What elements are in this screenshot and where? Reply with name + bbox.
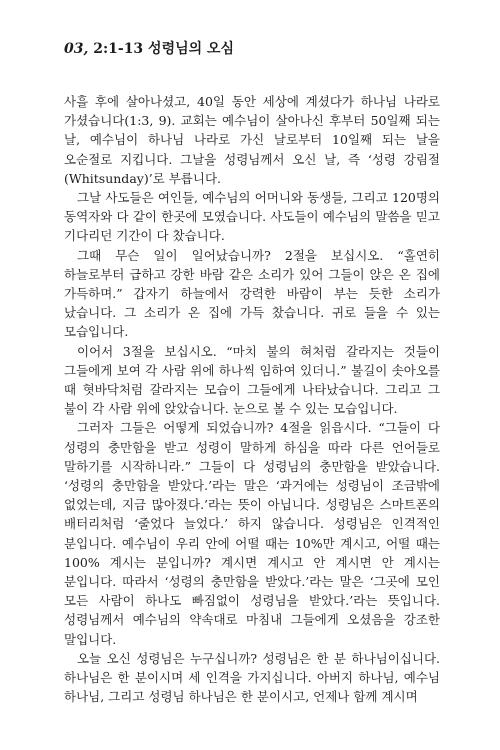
paragraph: 사흘 후에 살아나셨고, 40일 동안 세상에 계셨다가 하나님 나라로 가셨습니다(1:3, 9). 교회는 예수님이 살아나신 후부터 50일째 되는 날, 예수님이 하나님 나라로 가신 날로부터 10일째 되는 날을 오순절로 지킵니다. 그날을 성령님께서 오신 날, 즉 ‘성령 강림절(Whitsunday)’로 부릅니다. <box>64 94 440 186</box>
paragraph: 그날 사도들은 여인들, 예수님의 어머니와 동생들, 그리고 120명의 동역자와 다 같이 한곳에 모였습니다. 사도들이 예수님의 말씀을 믿고 기다리던 기간이 다 찼습니다. <box>64 190 440 244</box>
section-title: 2:1-13 성령님의 오심 <box>93 41 235 57</box>
body-text <box>64 92 440 707</box>
paragraph: 그러자 그들은 어떻게 되었습니까? 4절을 읽읍시다. “그들이 다 성령의 충만함을 받고 성령이 말하게 하심을 따라 다른 언어들로 말하기를 시작하니라.” 그들이 다 성령님의 충만함을 받았습니다. ‘성령의 충만함을 받았다.’라는 말은 ‘과거에는 성령님이 조금밖에 없었는데, 지금 많아졌다.’라는 뜻이 아닙니다. 성령님은 스마트폰의 배터리처럼 ‘줄었다 늘었다.’ 하지 않습니다. 성령님은 인격적인 분입니다. 예수님이 우리 안에 어떨 때는 10%만 계시고, 어떨 때는 100% 계시는 분입니까? 계시면 계시고 안 계시면 안 계시는 분입니다. 따라서 ‘성령의 충만함을 받았다.’라는 말은 ‘그곳에 모인 모든 사람이 하나도 빠짐없이 성령님을 받았다.’라는 뜻입니다. 성령님께서 예수님의 약속대로 마침내 그들에게 오셨음을 강조한 말입니다. <box>64 420 440 647</box>
paragraph: 이어서 3절을 보십시오. “마치 불의 혀처럼 갈라지는 것들이 그들에게 보여 각 사람 위에 하나씩 임하여 있더니.” 불길이 솟아오를 때 혓바닥처럼 갈라지는 모습이 그들에게 나타났습니다. 그리고 그 불이 각 사람 위에 앉았습니다. 눈으로 볼 수 있는 모습입니다. <box>64 343 440 417</box>
section-heading <box>64 38 234 58</box>
paragraph: 그때 무슨 일이 일어났습니까? 2절을 보십시오. “홀연히 하늘로부터 급하고 강한 바람 같은 소리가 있어 그들이 앉은 온 집에 가득하며.” 갑자기 하늘에서 강력한 바람이 부는 듯한 소리가 났습니다. 그 소리가 온 집에 가득 찼습니다. 귀로 들을 수 있는 모습입니다. <box>64 247 440 340</box>
section-number: 03, <box>64 41 89 57</box>
paragraph: 오늘 오신 성령님은 누구십니까? 성령님은 한 분 하나님이십니다. 하나님은 한 분이시며 세 인격을 가지십니다. 아버지 하나님, 예수님 하나님, 그리고 성령님 하나님은 한 분이시고, 언제나 함께 계시며 <box>64 650 440 705</box>
